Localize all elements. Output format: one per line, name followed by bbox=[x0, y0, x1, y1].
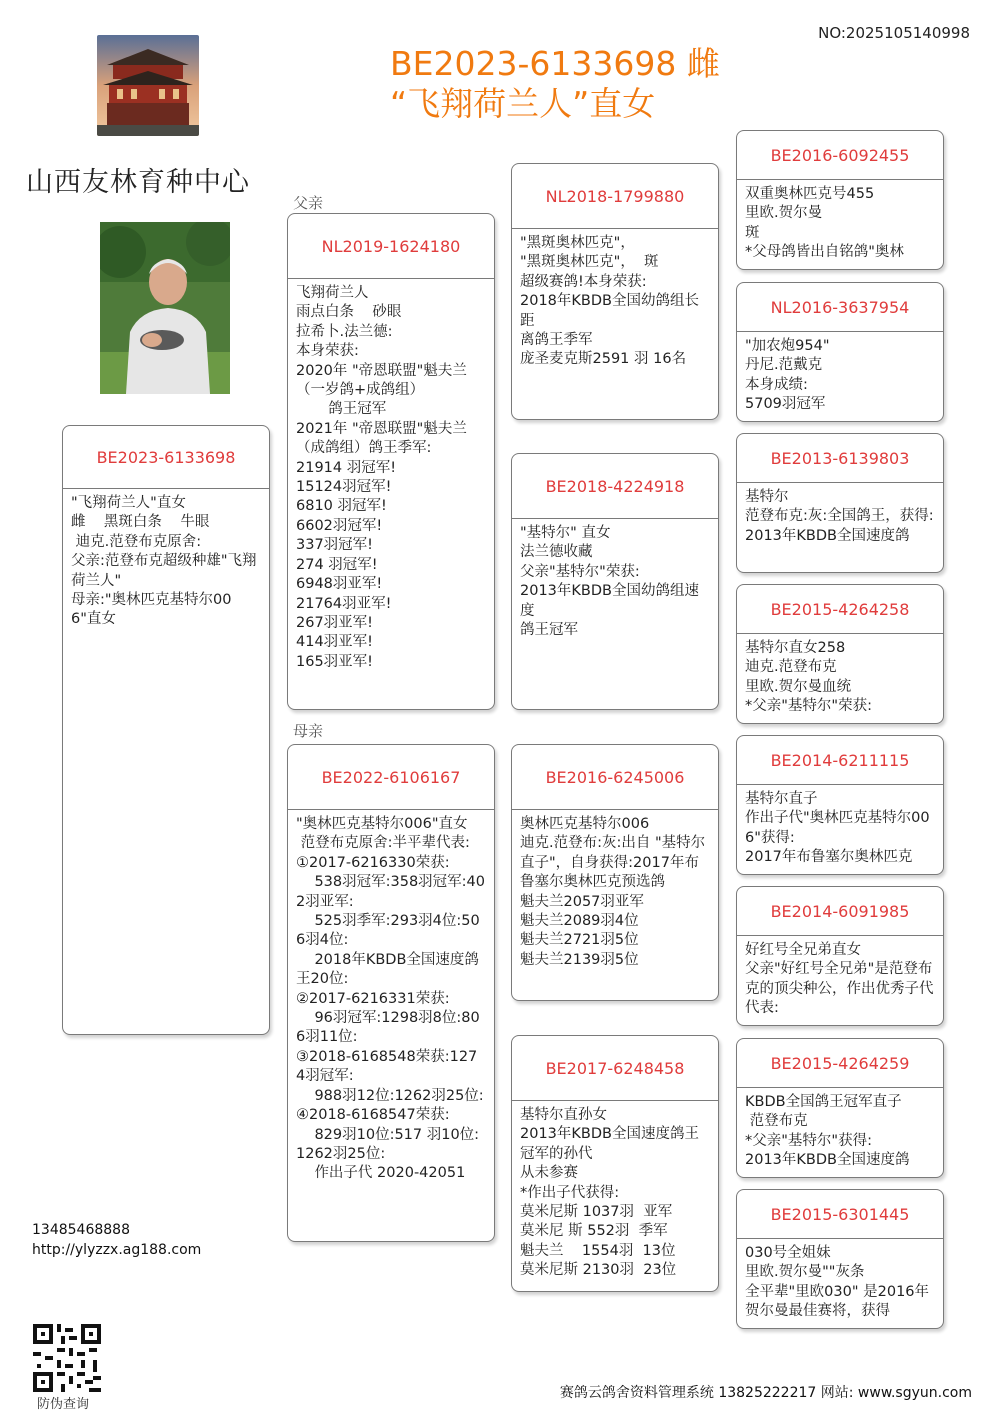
footer-text: 赛鸽云鸽舍资料管理系统 13825222217 网站: www.sgyun.com bbox=[559, 1385, 972, 1401]
website-link[interactable]: http://ylyzzx.ag188.com bbox=[32, 1242, 202, 1258]
ring-number: NL2018-1799880 bbox=[512, 164, 718, 229]
card-text: 基特尔直孙女 2013年KBDB全国速度鸽王冠军的孙代 从未参赛 *作出子代获得: 莫米尼斯 1037羽 亚军 莫米尼 斯 552羽 季军 魁夫兰 1554羽 13位 莫米尼斯 2130羽 23位 bbox=[520, 1107, 699, 1279]
ring-number: BE2016-6092455 bbox=[737, 131, 943, 180]
granddam-maternal-card[interactable] bbox=[511, 1035, 719, 1292]
ring-number: BE2013-6139803 bbox=[737, 434, 943, 483]
card-text: 奥林匹克基特尔006 迪克.范登布:灰:出自 "基特尔直子"，自身获得:2017年布鲁塞尔奥林匹克预选鸽 魁夫兰2057羽亚军 魁夫兰2089羽4位 魁夫兰2721羽5位 魁夫兰2139羽5位 bbox=[520, 816, 706, 968]
card-text: 基特尔直女258 迪克.范登布克 里欧.贺尔曼血统 *父亲"基特尔"荣获: bbox=[745, 640, 872, 715]
ring-number: NL2016-3637954 bbox=[737, 283, 943, 332]
ring-number: BE2015-6301445 bbox=[737, 1190, 943, 1239]
ring-number: BE2016-6245006 bbox=[512, 745, 718, 810]
card-text: "加农炮954" 丹尼.范戴克 本身成绩: 5709羽冠军 bbox=[745, 338, 830, 413]
subject-card[interactable] bbox=[62, 425, 270, 1035]
ggparent-card-3[interactable] bbox=[736, 433, 944, 573]
ggparent-card-6[interactable] bbox=[736, 886, 944, 1026]
certificate-number: NO:2025105140998 bbox=[818, 24, 970, 42]
ring-number: NL2019-1624180 bbox=[288, 214, 494, 279]
ring-number: BE2023-6133698 bbox=[63, 426, 269, 489]
qr-code[interactable] bbox=[33, 1324, 101, 1392]
card-text: 双重奥林匹克号455 里欧.贺尔曼 斑 *父母鸽皆出自铭鸽"奥林 bbox=[745, 186, 904, 261]
qr-label: 防伪查询 bbox=[37, 1397, 90, 1412]
card-text: "飞翔荷兰人"直女 雌 黑斑白条 牛眼 迪克.范登布克原舍: 父亲:范登布克超级种雄"飞翔荷兰人" 母亲:"奥林匹克基特尔006"直女 bbox=[71, 495, 257, 628]
card-text: "黑斑奥林匹克"， "黑斑奥林匹克"， 斑 超级赛鸽!本身荣获: 2018年KBDB全国幼鸽组长距 离鸽王季军 庞圣麦克斯2591 羽 16名 bbox=[520, 235, 699, 368]
grandsire-paternal-card[interactable] bbox=[511, 163, 719, 420]
father-label: 父亲 bbox=[293, 194, 324, 212]
ring-number: BE2018-4224918 bbox=[512, 454, 718, 519]
card-text: 基特尔 范登布克:灰:全国鸽王，获得: 2013年KBDB全国速度鸽 bbox=[745, 489, 934, 544]
card-text: 基特尔直子 作出子代"奥林匹克基特尔006"获得: 2017年布鲁塞尔奥林匹克 bbox=[745, 791, 930, 866]
card-text: 030号全姐妹 里欧.贺尔曼""灰条 全平辈"里欧030" 是2016年贺尔曼最佳赛将，获得 bbox=[745, 1245, 930, 1320]
ggparent-card-1[interactable] bbox=[736, 130, 944, 270]
card-text: KBDB全国鸽王冠军直子 范登布克 *父亲"基特尔"获得: 2013年KBDB全国速度鸽 bbox=[745, 1094, 910, 1169]
granddam-paternal-card[interactable] bbox=[511, 453, 719, 710]
father-card[interactable] bbox=[287, 213, 495, 710]
breeder-photo bbox=[100, 222, 230, 394]
ggparent-card-4[interactable] bbox=[736, 584, 944, 724]
mother-card[interactable] bbox=[287, 744, 495, 1242]
breeder-name: 山西友林育种中心 bbox=[26, 167, 250, 198]
loft-photo bbox=[97, 35, 199, 136]
phone-number: 13485468888 bbox=[32, 1222, 130, 1238]
card-text: 飞翔荷兰人 雨点白条 砂眼 拉希卜.法兰德: 本身荣获: 2020年 "帝恩联盟"魁夫兰（一岁鸽+成鸽组） 鸽王冠军 2021年 "帝恩联盟"魁夫兰（成鸽组）鸽王季军: 21914 羽冠军! 15124羽冠军! 6810 羽冠军! 6602羽冠军! 337羽冠军! 274 羽冠军! 6948羽亚军! 21764羽亚军! 267羽亚军! 414羽亚军! 165羽亚军! bbox=[296, 285, 467, 670]
ring-number: BE2022-6106167 bbox=[288, 745, 494, 810]
ring-number: BE2015-4264258 bbox=[737, 585, 943, 634]
card-text: "基特尔" 直女 法兰德收藏 父亲"基特尔"荣获: 2013年KBDB全国幼鸽组速度 鸽王冠军 bbox=[520, 525, 699, 639]
card-text: 好红号全兄弟直女 父亲"好红号全兄弟"是范登布克的顶尖种公，作出优秀子代代表: bbox=[745, 942, 934, 1017]
ring-number: BE2014-6091985 bbox=[737, 887, 943, 936]
ggparent-card-2[interactable] bbox=[736, 282, 944, 422]
ggparent-card-8[interactable] bbox=[736, 1189, 944, 1329]
contact-block bbox=[32, 1220, 201, 1260]
page-subtitle: “飞翔荷兰人”直女 bbox=[390, 84, 656, 123]
grandsire-maternal-card[interactable] bbox=[511, 744, 719, 1001]
ring-number: BE2017-6248458 bbox=[512, 1036, 718, 1101]
ggparent-card-5[interactable] bbox=[736, 735, 944, 875]
ring-number: BE2015-4264259 bbox=[737, 1039, 943, 1088]
mother-label: 母亲 bbox=[293, 722, 324, 740]
page-title: BE2023-6133698 雌 bbox=[390, 44, 720, 83]
card-text: "奥林匹克基特尔006"直女 范登布克原舍:半平辈代表: ①2017-6216330荣获: 538羽冠军:358羽冠军:402羽亚军: 525羽季军:293羽4位:506羽4位: 2018年KBDB全国速度鸽王20位: ②2017-6216331荣获: 96羽冠军:1298羽8位:806羽11位: ③2018-6168548荣获:1274羽冠军: 988羽12位:1262羽25位: ④2018-6168547荣获: 829羽10位:517 羽10位:1262羽25位: 作出子代 2020-42051 bbox=[296, 816, 486, 1182]
ggparent-card-7[interactable] bbox=[736, 1038, 944, 1178]
ring-number: BE2014-6211115 bbox=[737, 736, 943, 785]
